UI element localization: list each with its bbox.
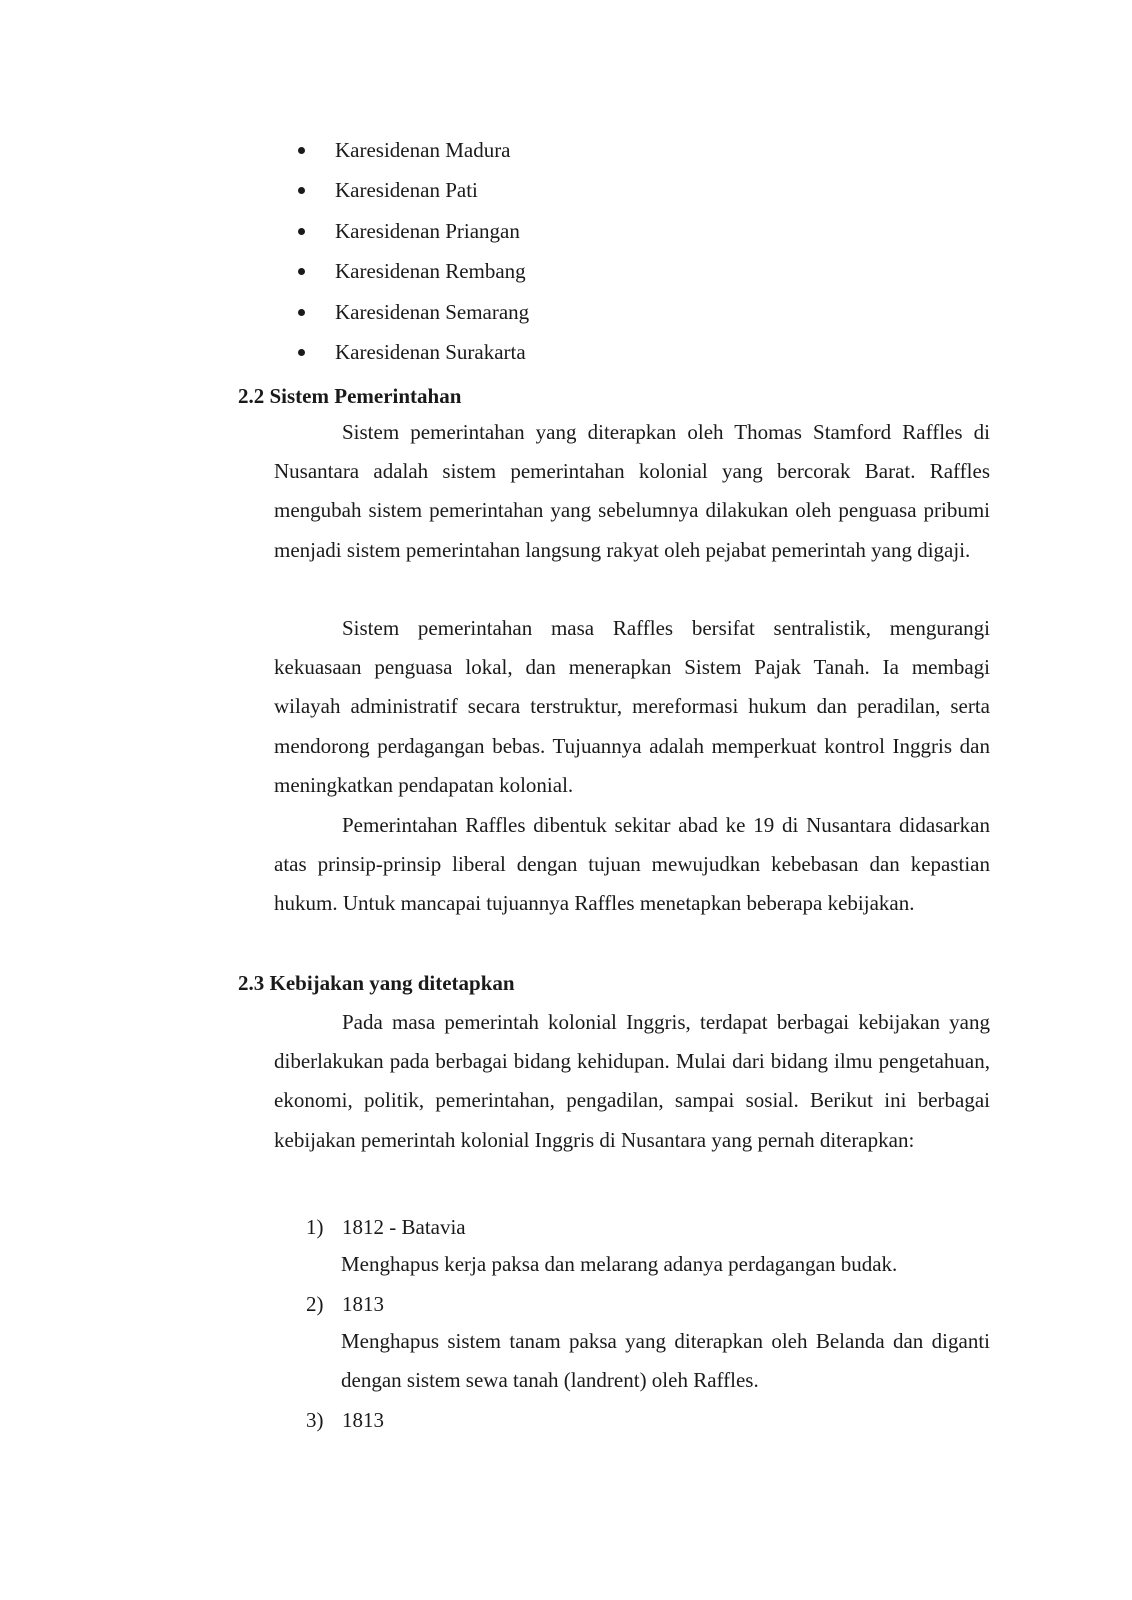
- policy-item-title: 1812 - Batavia: [342, 1215, 466, 1239]
- section-2-3-heading: 2.3 Kebijakan yang ditetapkan: [238, 971, 515, 995]
- list-item-text: Karesidenan Surakarta: [335, 339, 526, 364]
- list-item-text: Karesidenan Rembang: [335, 259, 526, 284]
- policy-item-1-description: Menghapus kerja paksa dan melarang adanya perdagangan budak.: [341, 1252, 898, 1276]
- bullet-icon: [298, 268, 305, 275]
- section-2-3-intro: Pada masa pemerintah kolonial Inggris, terdapat berbagai kebijakan yang diberlakukan pada berbagai bidang kehidupan. Mulai dari bidang ilmu pengetahuan, ekonomi, politik, pemerintahan, pengadilan, sampai sosial. Berikut ini berbagai kebijakan pemerintah kolonial Inggris di Nusantara yang pernah diterapkan:: [274, 1010, 990, 1152]
- section-2-2-heading: 2.2 Sistem Pemerintahan: [238, 384, 462, 408]
- policy-item-2: [306, 1288, 384, 1320]
- list-item: [298, 255, 529, 295]
- bullet-icon: [298, 309, 305, 316]
- section-2-2-paragraph-3: Pemerintahan Raffles dibentuk sekitar abad ke 19 di Nusantara didasarkan atas prinsip-prinsip liberal dengan tujuan mewujudkan kebebasan dan kepastian hukum. Untuk mancapai tujuannya Raffles menetapkan beberapa kebijakan.: [274, 813, 990, 916]
- policy-item-1: [306, 1211, 466, 1243]
- list-item-text: Karesidenan Pati: [335, 178, 478, 203]
- bullet-icon: [298, 349, 305, 356]
- policy-item-2-description: Menghapus sistem tanam paksa yang diterapkan oleh Belanda dan diganti dengan sistem sewa tanah (landrent) oleh Raffles.: [341, 1329, 990, 1393]
- list-item: [298, 134, 529, 174]
- list-marker: 1): [306, 1215, 324, 1239]
- policy-item-3: [306, 1404, 384, 1436]
- list-marker: 3): [306, 1408, 324, 1432]
- bullet-icon: [298, 187, 305, 194]
- policy-item-title: 1813: [342, 1292, 384, 1316]
- bullet-icon: [298, 147, 305, 154]
- list-item: [298, 215, 529, 255]
- list-item: [298, 336, 529, 376]
- section-2-2-paragraph-1: Sistem pemerintahan yang diterapkan oleh Thomas Stamford Raffles di Nusantara adalah sistem pemerintahan kolonial yang bercorak Barat. Raffles mengubah sistem pemerintahan yang sebelumnya dilakukan oleh penguasa pribumi menjadi sistem pemerintahan langsung rakyat oleh pejabat pemerintah yang digaji.: [274, 420, 990, 562]
- list-item-text: Karesidenan Priangan: [335, 218, 520, 243]
- list-item-text: Karesidenan Semarang: [335, 299, 530, 324]
- list-item: [298, 174, 529, 214]
- residency-bullet-list: [298, 134, 529, 376]
- list-marker: 2): [306, 1292, 324, 1316]
- policy-item-title: 1813: [342, 1408, 384, 1432]
- bullet-icon: [298, 228, 305, 235]
- section-2-2-paragraph-2: Sistem pemerintahan masa Raffles bersifat sentralistik, mengurangi kekuasaan penguasa lokal, dan menerapkan Sistem Pajak Tanah. Ia membagi wilayah administratif secara terstruktur, mereformasi hukum dan peradilan, serta mendorong perdagangan bebas. Tujuannya adalah memperkuat kontrol Inggris dan meningkatkan pendapatan kolonial.: [274, 616, 990, 797]
- list-item: [298, 296, 529, 336]
- list-item-text: Karesidenan Madura: [335, 138, 511, 162]
